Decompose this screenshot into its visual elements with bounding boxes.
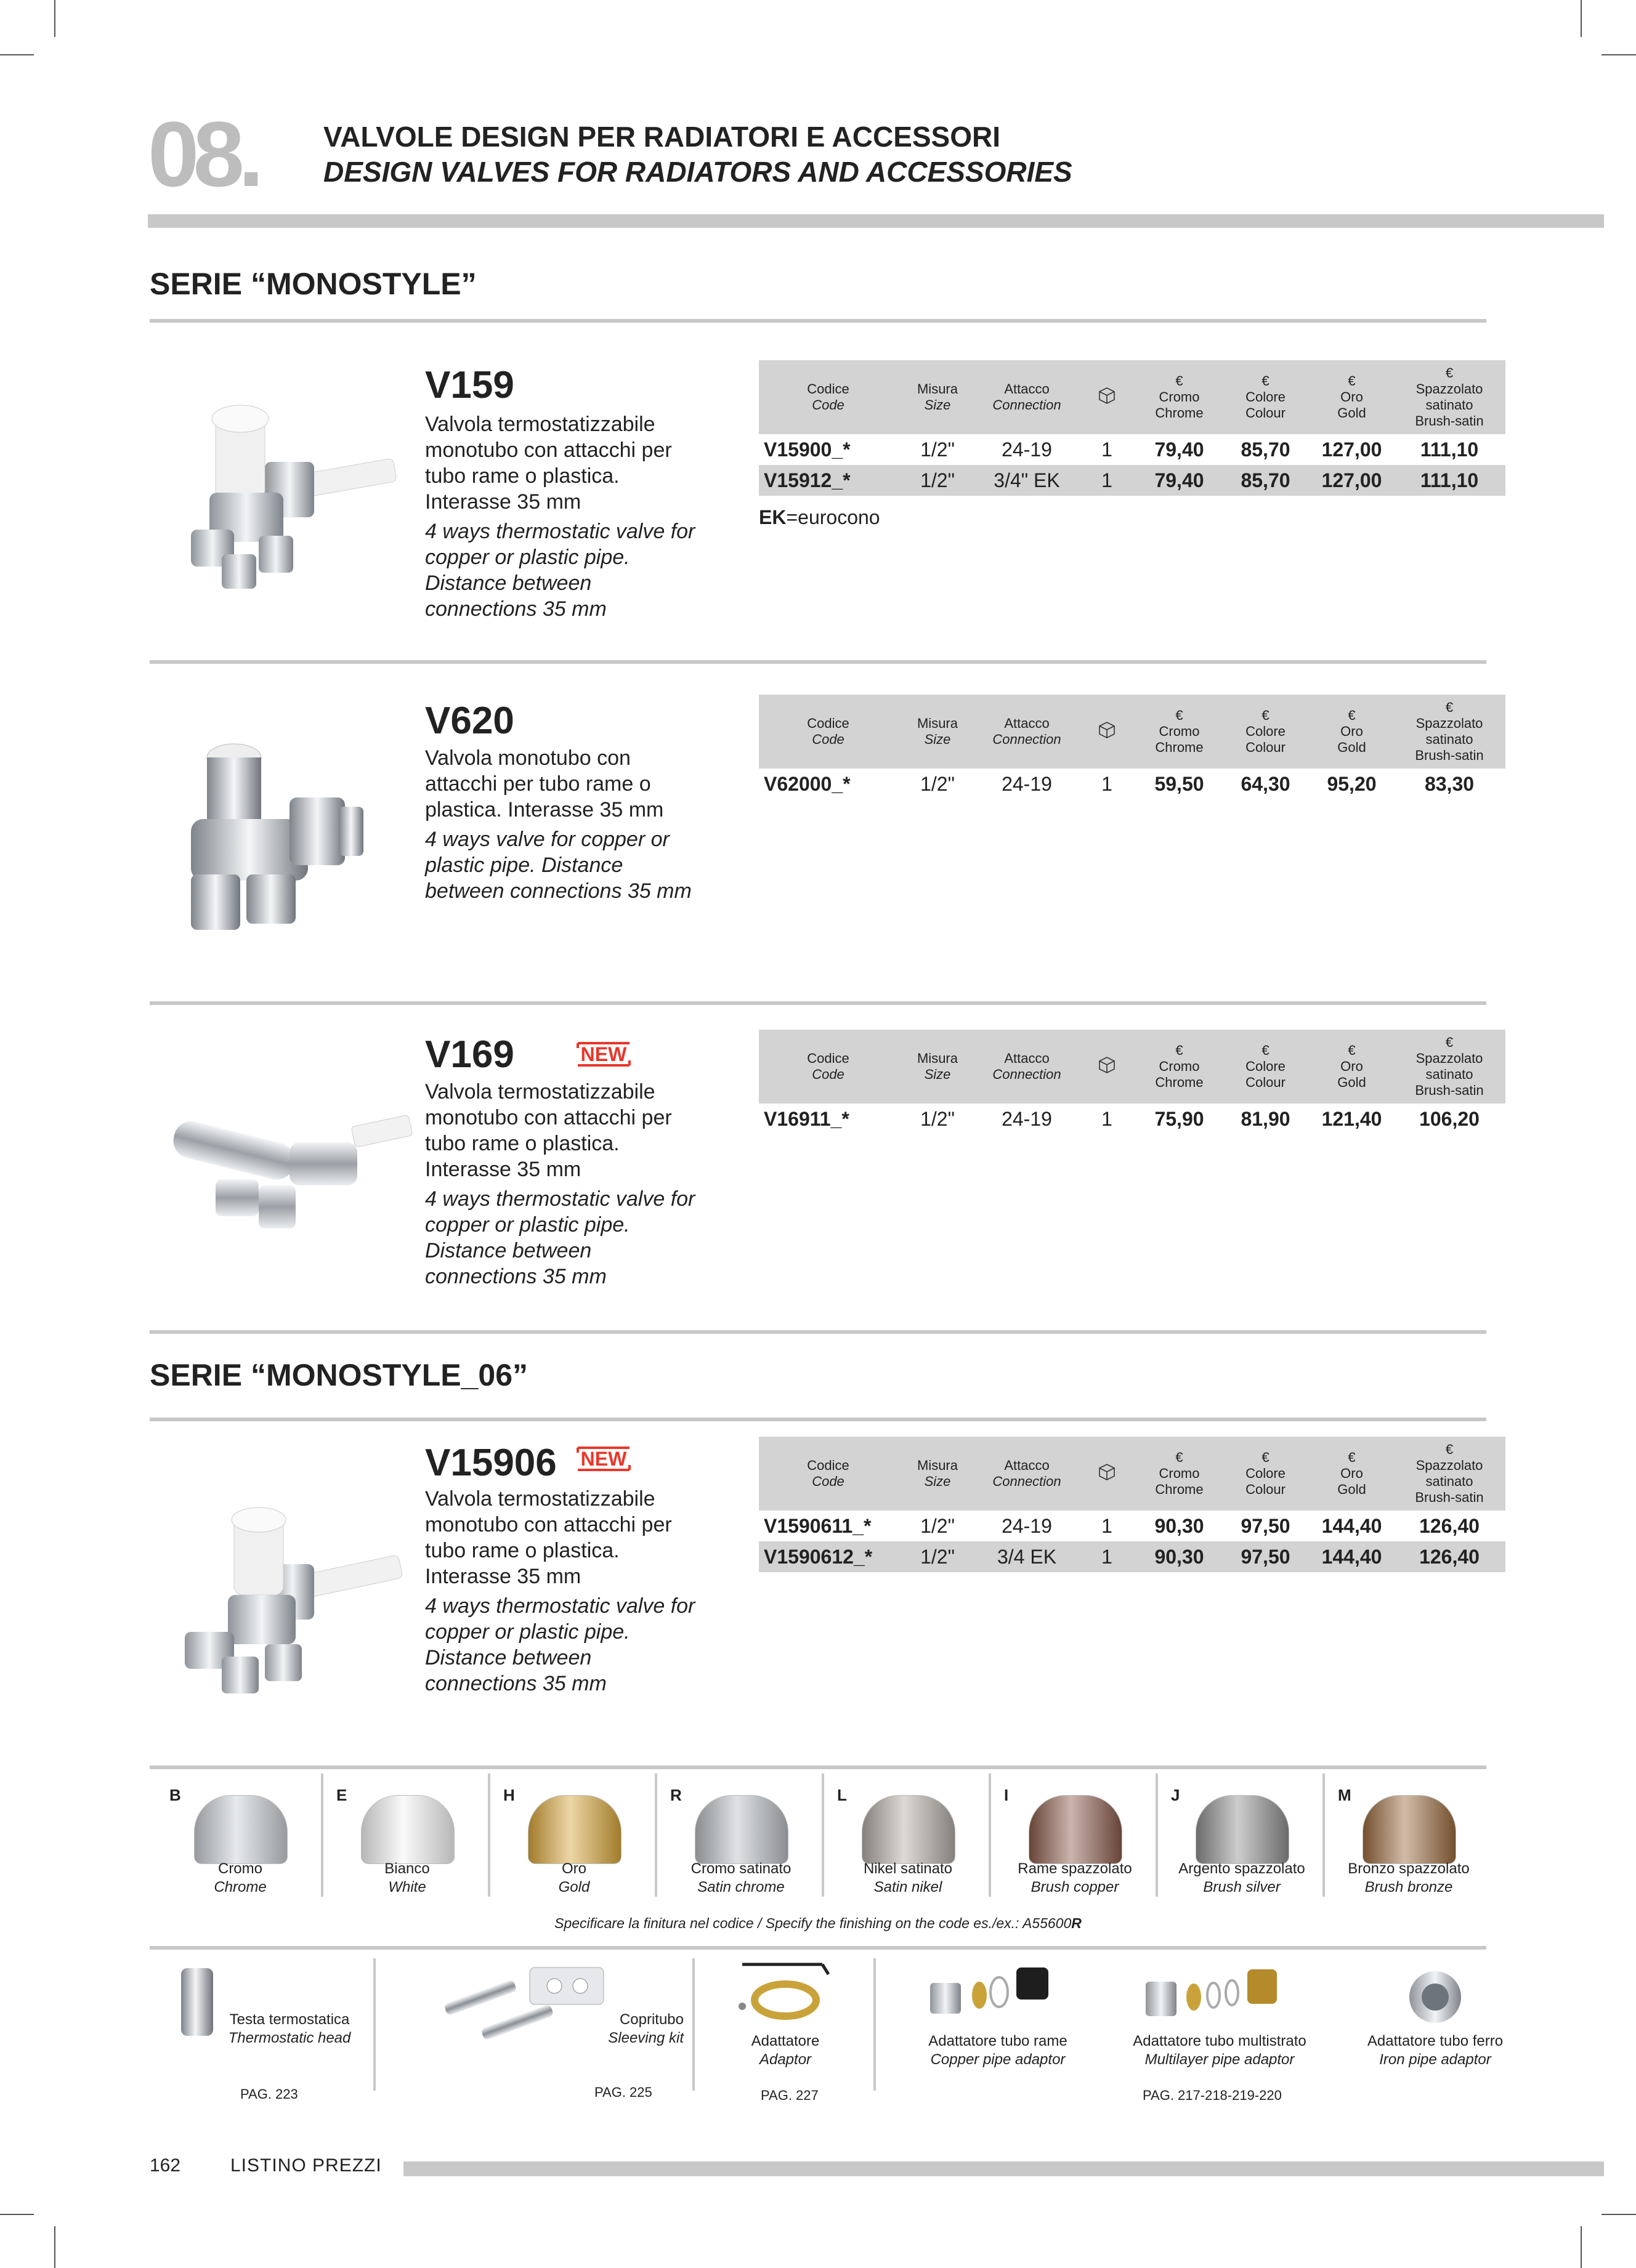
- table-header-row: [759, 1030, 1505, 1104]
- cell-qty: 1: [1076, 1541, 1138, 1572]
- table-row: [759, 1541, 1505, 1572]
- cell-code: V1590612_*: [759, 1541, 897, 1572]
- finish-label: Rame spazzolato Brush copper: [1018, 1860, 1132, 1895]
- cell-colour: 85,70: [1241, 438, 1290, 461]
- finish-letter: J: [1171, 1786, 1180, 1804]
- valve-v159-image: [166, 394, 400, 597]
- col-code: Codice Code: [759, 360, 897, 434]
- adaptor-image: [730, 1957, 841, 2025]
- table-row: [759, 434, 1505, 465]
- price-table: [759, 360, 1505, 496]
- crop-mark: [0, 2214, 34, 2215]
- cell-qty: 1: [1101, 1514, 1112, 1537]
- divider: [150, 1946, 1486, 1950]
- col-colour: € Colore Colour: [1221, 1030, 1310, 1104]
- cell-brush: 126,40: [1419, 1514, 1480, 1537]
- price-table: [759, 695, 1505, 799]
- col-chrome: € Cromo Chrome: [1138, 1030, 1221, 1104]
- col-code: Codice Code: [759, 1437, 897, 1511]
- finish-label: Oro Gold: [558, 1860, 590, 1895]
- col-gold: € Oro Gold: [1310, 1437, 1393, 1511]
- col-brush: € Spazzolato satinato Brush-satin: [1393, 695, 1505, 769]
- cell-colour: 64,30: [1241, 772, 1290, 795]
- separator: [822, 1774, 824, 1897]
- cell-chrome: 79,40: [1154, 438, 1204, 461]
- col-connection: Attacco Connection: [978, 1437, 1076, 1511]
- finish-swatch: [1196, 1795, 1289, 1864]
- multilayer-adaptor-image: [1140, 1963, 1287, 2025]
- footer-bar: [403, 2161, 1604, 2176]
- table-header-row: [759, 695, 1505, 769]
- cell-qty: 1: [1101, 1107, 1112, 1130]
- cell-code: V16911_*: [764, 1107, 849, 1130]
- series-title: SERIE “MONOSTYLE_06”: [150, 1358, 528, 1392]
- product-description: [425, 1079, 696, 1289]
- finish-swatch: [528, 1795, 622, 1864]
- cell-connection: 3/4 EK: [978, 1541, 1076, 1572]
- col-gold: € Oro Gold: [1310, 1030, 1393, 1104]
- col-size: Misura Size: [897, 360, 978, 434]
- table-row: [759, 465, 1505, 496]
- col-code: Codice Code: [759, 695, 897, 769]
- col-size: Misura Size: [897, 695, 978, 769]
- product-description: [425, 1486, 696, 1697]
- product-code: V620: [425, 700, 514, 742]
- cell-size: 1/2": [897, 465, 978, 496]
- finish-label: Bianco White: [384, 1860, 430, 1895]
- cell-brush: 83,30: [1424, 772, 1475, 795]
- table-row: [759, 769, 1505, 799]
- new-badge: NEW: [573, 1039, 634, 1069]
- col-size: Misura Size: [897, 1437, 978, 1511]
- product-code: V15906: [425, 1442, 557, 1484]
- page-ref: PAG. 217-218-219-220: [1143, 2088, 1282, 2103]
- finish-letter: R: [670, 1786, 682, 1804]
- cell-colour: 81,90: [1241, 1107, 1290, 1130]
- cell-chrome: 90,30: [1138, 1541, 1221, 1572]
- table-row: [759, 1104, 1505, 1134]
- product-code: V159: [425, 364, 514, 406]
- finish-letter: H: [503, 1786, 515, 1804]
- chapter-number: 08.: [148, 102, 258, 206]
- cell-colour: 97,50: [1241, 1514, 1290, 1537]
- description-en: 4 ways thermostatic valve for copper or plastic pipe. Distance between connections 35 mm: [425, 520, 695, 621]
- cell-connection: 24-19: [1002, 1514, 1052, 1537]
- package-icon: [1076, 1030, 1138, 1104]
- finish-letter: L: [837, 1786, 847, 1804]
- cell-gold: 144,40: [1310, 1541, 1393, 1572]
- separator: [989, 1774, 991, 1897]
- valve-v620-image: [166, 739, 400, 942]
- package-icon: [1076, 695, 1138, 769]
- divider: [150, 660, 1486, 664]
- description-it: Valvola termostatizzabile monotubo con attacchi per tubo rame o plastica. Interasse 35 mm: [425, 1080, 672, 1181]
- cell-gold: 121,40: [1321, 1107, 1382, 1130]
- divider: [150, 1330, 1486, 1334]
- cell-chrome: 75,90: [1154, 1107, 1204, 1130]
- separator: [692, 1958, 695, 2091]
- col-size: Misura Size: [897, 1030, 978, 1104]
- col-code: Codice Code: [759, 1030, 897, 1104]
- cell-brush: 126,40: [1393, 1541, 1505, 1572]
- cell-colour: 97,50: [1221, 1541, 1310, 1572]
- finish-label: Cromo Chrome: [214, 1860, 267, 1895]
- cell-chrome: 59,50: [1154, 772, 1204, 795]
- accessory-label: Testa termostatica Thermostatic head: [228, 2011, 351, 2046]
- crop-mark: [1581, 0, 1582, 37]
- description-en: 4 ways thermostatic valve for copper or plastic pipe. Distance between connections 35 mm: [425, 1187, 695, 1288]
- separator: [1156, 1774, 1158, 1897]
- finish-swatch: [194, 1795, 288, 1864]
- col-gold: € Oro Gold: [1310, 695, 1393, 769]
- iron-adaptor-image: [1401, 1967, 1469, 2026]
- cell-qty: 1: [1101, 772, 1112, 795]
- finish-label: Bronzo spazzolato Brush bronze: [1348, 1860, 1470, 1895]
- page-number: 162: [150, 2155, 181, 2176]
- finish-swatch: [361, 1795, 455, 1864]
- divider: [150, 319, 1486, 323]
- cell-size: 1/2": [920, 772, 955, 795]
- col-brush: € Spazzolato satinato Brush-satin: [1393, 360, 1505, 434]
- package-icon: [1076, 1437, 1138, 1511]
- cell-colour: 85,70: [1221, 465, 1310, 496]
- separator: [873, 1958, 876, 2091]
- col-gold: € Oro Gold: [1310, 360, 1393, 434]
- description-en: 4 ways valve for copper or plastic pipe. Distance between connections 35 mm: [425, 828, 692, 903]
- col-connection: Attacco Connection: [978, 1030, 1076, 1104]
- col-colour: € Colore Colour: [1221, 1437, 1310, 1511]
- thermostatic-head-image: [179, 1964, 216, 2038]
- cell-code: V62000_*: [764, 772, 851, 795]
- accessory-label: Adattatore tubo ferro Iron pipe adaptor: [1367, 2033, 1504, 2068]
- cell-connection: 24-19: [1002, 772, 1052, 795]
- finish-swatch: [1029, 1795, 1122, 1864]
- col-colour: € Colore Colour: [1221, 695, 1310, 769]
- cell-qty: 1: [1101, 438, 1112, 461]
- cell-brush: 111,10: [1393, 465, 1505, 496]
- cell-brush: 111,10: [1420, 438, 1479, 461]
- crop-mark: [0, 54, 34, 55]
- finish-letter: M: [1338, 1786, 1351, 1804]
- series-title: SERIE “MONOSTYLE”: [150, 267, 477, 301]
- cell-qty: 1: [1076, 465, 1138, 496]
- price-table: [759, 1437, 1505, 1572]
- accessory-label: Copritubo Sleeving kit: [608, 2011, 684, 2046]
- footer-label: LISTINO PREZZI: [230, 2155, 382, 2176]
- crop-mark: [54, 0, 55, 37]
- page-ref: PAG. 225: [594, 2084, 652, 2100]
- accessory-label: Adattatore tubo rame Copper pipe adaptor: [928, 2033, 1067, 2068]
- cell-gold: 95,20: [1327, 772, 1377, 795]
- valve-v169-image: [166, 1093, 413, 1253]
- finish-letter: B: [169, 1786, 181, 1804]
- cell-gold: 127,00: [1321, 438, 1382, 461]
- separator: [373, 1958, 376, 2091]
- price-table: [759, 1030, 1505, 1134]
- finish-swatch: [695, 1795, 788, 1864]
- separator: [655, 1774, 657, 1897]
- header-bar: [148, 214, 1604, 228]
- cell-size: 1/2": [920, 1514, 955, 1537]
- product-description: [425, 411, 696, 622]
- cell-gold: 144,40: [1321, 1514, 1382, 1537]
- finish-label: Argento spazzolato Brush silver: [1178, 1860, 1305, 1895]
- product-code: V169: [425, 1033, 514, 1076]
- chapter-title-it: VALVOLE DESIGN PER RADIATORI E ACCESSORI: [323, 121, 1001, 153]
- finish-swatch: [1363, 1795, 1456, 1864]
- new-badge: NEW: [573, 1444, 634, 1474]
- finish-label: Nikel satinato Satin nikel: [863, 1860, 953, 1895]
- crop-mark: [54, 2226, 55, 2268]
- col-chrome: € Cromo Chrome: [1138, 695, 1221, 769]
- finish-letter: I: [1004, 1786, 1009, 1804]
- cell-connection: 3/4" EK: [978, 465, 1076, 496]
- crop-mark: [1581, 2226, 1582, 2268]
- finish-letter: E: [336, 1786, 347, 1804]
- cell-size: 1/2": [920, 1107, 955, 1130]
- divider: [150, 1418, 1486, 1421]
- finish-note: Specificare la finitura nel codice / Specify the finishing on the code es./ex.: A55600R: [554, 1915, 1082, 1931]
- cell-size: 1/2": [897, 1541, 978, 1572]
- col-connection: Attacco Connection: [978, 695, 1076, 769]
- package-icon: [1076, 360, 1138, 434]
- description-it: Valvola monotubo con attacchi per tubo rame o plastica. Interasse 35 mm: [425, 746, 664, 821]
- cell-code: V1590611_*: [764, 1514, 872, 1537]
- cell-connection: 24-19: [1002, 1107, 1052, 1130]
- col-chrome: € Cromo Chrome: [1138, 1437, 1221, 1511]
- crop-mark: [1602, 2214, 1636, 2215]
- page-ref: PAG. 227: [761, 2088, 819, 2103]
- page-ref: PAG. 223: [240, 2086, 298, 2102]
- cell-code: V15912_*: [759, 465, 897, 496]
- separator: [321, 1774, 323, 1897]
- crop-mark: [1602, 54, 1636, 55]
- col-connection: Attacco Connection: [978, 360, 1076, 434]
- finish-swatch: [862, 1795, 955, 1864]
- cell-connection: 24-19: [1002, 438, 1052, 461]
- accessory-label: Adattatore tubo multistrato Multilayer pipe adaptor: [1133, 2033, 1306, 2068]
- divider: [150, 1766, 1486, 1769]
- col-brush: € Spazzolato satinato Brush-satin: [1393, 1030, 1505, 1104]
- cell-size: 1/2": [920, 438, 955, 461]
- accessory-label: Adattatore Adaptor: [751, 2033, 820, 2068]
- description-it: Valvola termostatizzabile monotubo con attacchi per tubo rame o plastica. Interasse 35 mm: [425, 1487, 672, 1588]
- divider: [150, 1001, 1486, 1005]
- finish-label: Cromo satinato Satin chrome: [690, 1860, 792, 1895]
- col-colour: € Colore Colour: [1221, 360, 1310, 434]
- description-it: Valvola termostatizzabile monotubo con attacchi per tubo rame o plastica. Interasse 35 mm: [425, 413, 672, 514]
- col-brush: € Spazzolato satinato Brush-satin: [1393, 1437, 1505, 1511]
- separator: [1322, 1774, 1325, 1897]
- valve-v15906-image: [166, 1503, 407, 1700]
- cell-chrome: 79,40: [1138, 465, 1221, 496]
- table-header-row: [759, 1437, 1505, 1511]
- separator: [488, 1774, 490, 1897]
- cell-chrome: 90,30: [1154, 1514, 1204, 1537]
- cell-code: V15900_*: [764, 438, 851, 461]
- product-description: [425, 745, 696, 904]
- chapter-title-en: DESIGN VALVES FOR RADIATORS AND ACCESSORIES: [323, 156, 1072, 188]
- table-header-row: [759, 360, 1505, 434]
- copper-adaptor-image: [924, 1958, 1059, 2020]
- cell-brush: 106,20: [1419, 1107, 1480, 1130]
- col-chrome: € Cromo Chrome: [1138, 360, 1221, 434]
- description-en: 4 ways thermostatic valve for copper or plastic pipe. Distance between connections 35 mm: [425, 1594, 695, 1695]
- table-row: [759, 1511, 1505, 1541]
- cell-gold: 127,00: [1310, 465, 1393, 496]
- table-note: EK=eurocono: [759, 506, 880, 528]
